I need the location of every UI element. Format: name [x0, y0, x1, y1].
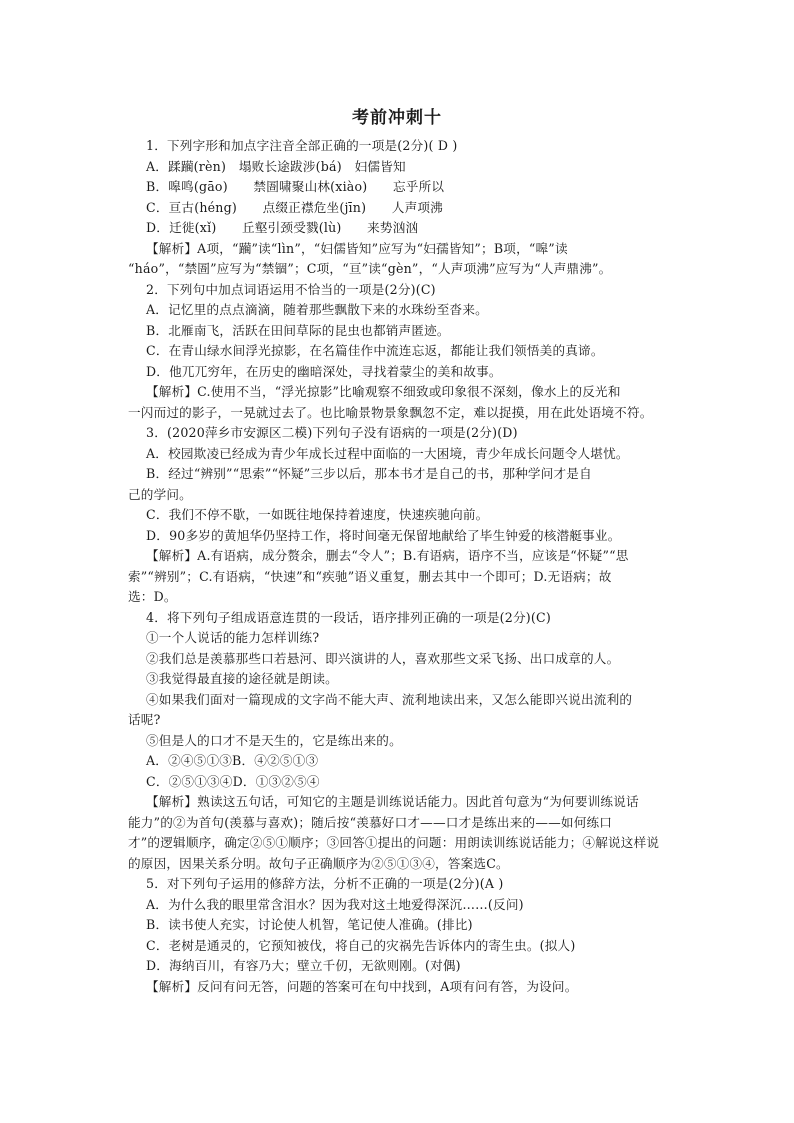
text-line: C．老树是通灵的，它预知被伐，将自己的灾祸先告诉体内的寄生虫。(拟人)	[146, 937, 576, 953]
text-line: 【解析】A.有语病，成分赘余，删去“令人”；B.有语病，语序不当，应该是“怀疑”“思	[146, 548, 629, 563]
text-line: A．记忆里的点点滴滴，随着那些飘散下来的水珠纷至沓来。	[146, 302, 488, 317]
text-line: “háo”，“禁圄”应写为“禁锢”；C项，“亘”读“gèn”，“人声项沸”应写为“人声鼎沸”。	[128, 261, 612, 276]
text-line: C．亘古(héng) 点缀正襟危坐(jīn) 人声项沸	[146, 199, 443, 215]
text-line: D．90多岁的黄旭华仍坚持工作，将时间毫无保留地献给了毕生钟爱的核潜艇事业。	[146, 527, 621, 543]
text-line: 3．(2020萍乡市安源区二模)下列句子没有语病的一项是(2分)(D)	[146, 425, 518, 440]
text-line: ①一个人说话的能力怎样训练?	[146, 630, 320, 645]
text-line: 一闪而过的影子，一晃就过去了。也比喻景物景象飘忽不定，难以捉摸，用在此处语境不符。	[128, 404, 653, 420]
text-line: A．校园欺凌已经成为青少年成长过程中面临的一大困境，青少年成长问题令人堪忧。	[146, 445, 629, 461]
text-line: C．我们不停不歇，一如既往地保持着速度，快速疾驰向前。	[146, 507, 489, 522]
text-line: 索”“辨别”；C.有语病，“快速”和“疾驰”语义重复，删去其中一个即可；D.无语病；故	[128, 568, 612, 584]
text-line: D．迁徙(xǐ) 丘壑引颈受戮(lù) 来势汹汹	[146, 220, 419, 235]
text-line: C．②⑤①③④D．①③②⑤④	[146, 773, 320, 789]
document-body	[128, 136, 680, 997]
text-line: 才”的逻辑顺序，确定②⑤①顺序；③回答①提出的问题：用朗读训练说话能力；④解说这样说	[128, 835, 660, 850]
text-line: ⑤但是人的口才不是天生的，它是练出来的。	[146, 732, 402, 748]
text-line: 话呢?	[128, 712, 161, 727]
text-line: B．嗥鸣(gāo) 禁圄啸聚山林(xiào) 忘乎所以	[146, 179, 445, 194]
text-line: A．为什么我的眼里常含泪水？因为我对这土地爱得深沉……(反问)	[146, 896, 524, 912]
text-line: 2．下列句中加点词语运用不恰当的一项是(2分)(C)	[146, 281, 436, 297]
text-line: ④如果我们面对一篇现成的文字尚不能大声、流利地读出来，又怎么能即兴说出流利的	[146, 691, 633, 707]
text-line: 己的学问。	[128, 486, 192, 502]
text-line: B．北雁南飞，活跃在田间草际的昆虫也都销声匿迹。	[146, 322, 450, 338]
text-line: 【解析】熟读这五句话，可知它的主题是训练说话能力。因此首句意为“为何要训练说话	[146, 794, 639, 809]
text-line: B．经过“辨别”“思索”“怀疑”三步以后，那本书才是自己的书，那种学问才是自	[146, 466, 592, 481]
text-line: 1．下列字形和加点字注音全部正确的一项是(2分)( D )	[146, 138, 458, 153]
text-line: 5．对下列句子运用的修辞方法，分析不正确的一项是(2分)(A )	[146, 876, 504, 891]
text-line: A．蹂躏(rèn) 塌败长途跋涉(bá) 妇儒皆知	[146, 158, 406, 174]
text-line: C．在青山绿水间浮光掠影，在名篇佳作中流连忘返，都能让我们领悟美的真谛。	[146, 343, 604, 358]
text-line: D．他兀兀穷年，在历史的幽暗深处，寻找着蒙尘的美和故事。	[146, 363, 502, 379]
text-line: D．海纳百川，有容乃大；壁立千仞，无欲则刚。(对偶)	[146, 958, 461, 973]
text-line: 【解析】反问有问无答，问题的答案可在句中找到，A项有问有答，为设问。	[146, 978, 578, 994]
text-line: 能力”的②为首句(羡慕与喜欢)；随后按“羡慕好口才——口才是练出来的——如何练口	[128, 814, 613, 830]
text-line: 【解析】A项，“躏”读“lìn”，“妇儒皆知”应写为“妇孺皆知”；B项，“嗥”读	[146, 240, 568, 256]
text-line: 4．将下列句子组成语意连贯的一段话，语序排列正确的一项是(2分)(C)	[146, 609, 551, 625]
text-line: B．读书使人充实，讨论使人机智，笔记使人准确。(排比)	[146, 917, 473, 932]
text-line: 【解析】C.使用不当，“浮光掠影”比喻观察不细致或印象很不深刻，像水上的反光和	[146, 384, 621, 399]
page-title: 考前冲刺十	[352, 108, 442, 128]
text-line: 选：D。	[128, 589, 177, 604]
text-line: A．②④⑤①③B．④②⑤①③	[146, 753, 319, 768]
text-line: ②我们总是羡慕那些口若悬河、即兴演讲的人，喜欢那些文采飞扬、出口成章的人。	[146, 650, 620, 666]
text-line: ③我觉得最直接的途径就是朗读。	[146, 671, 338, 686]
text-line: 的原因，因果关系分明。故句子正确顺序为②⑤①③④，答案选C。	[128, 855, 509, 871]
